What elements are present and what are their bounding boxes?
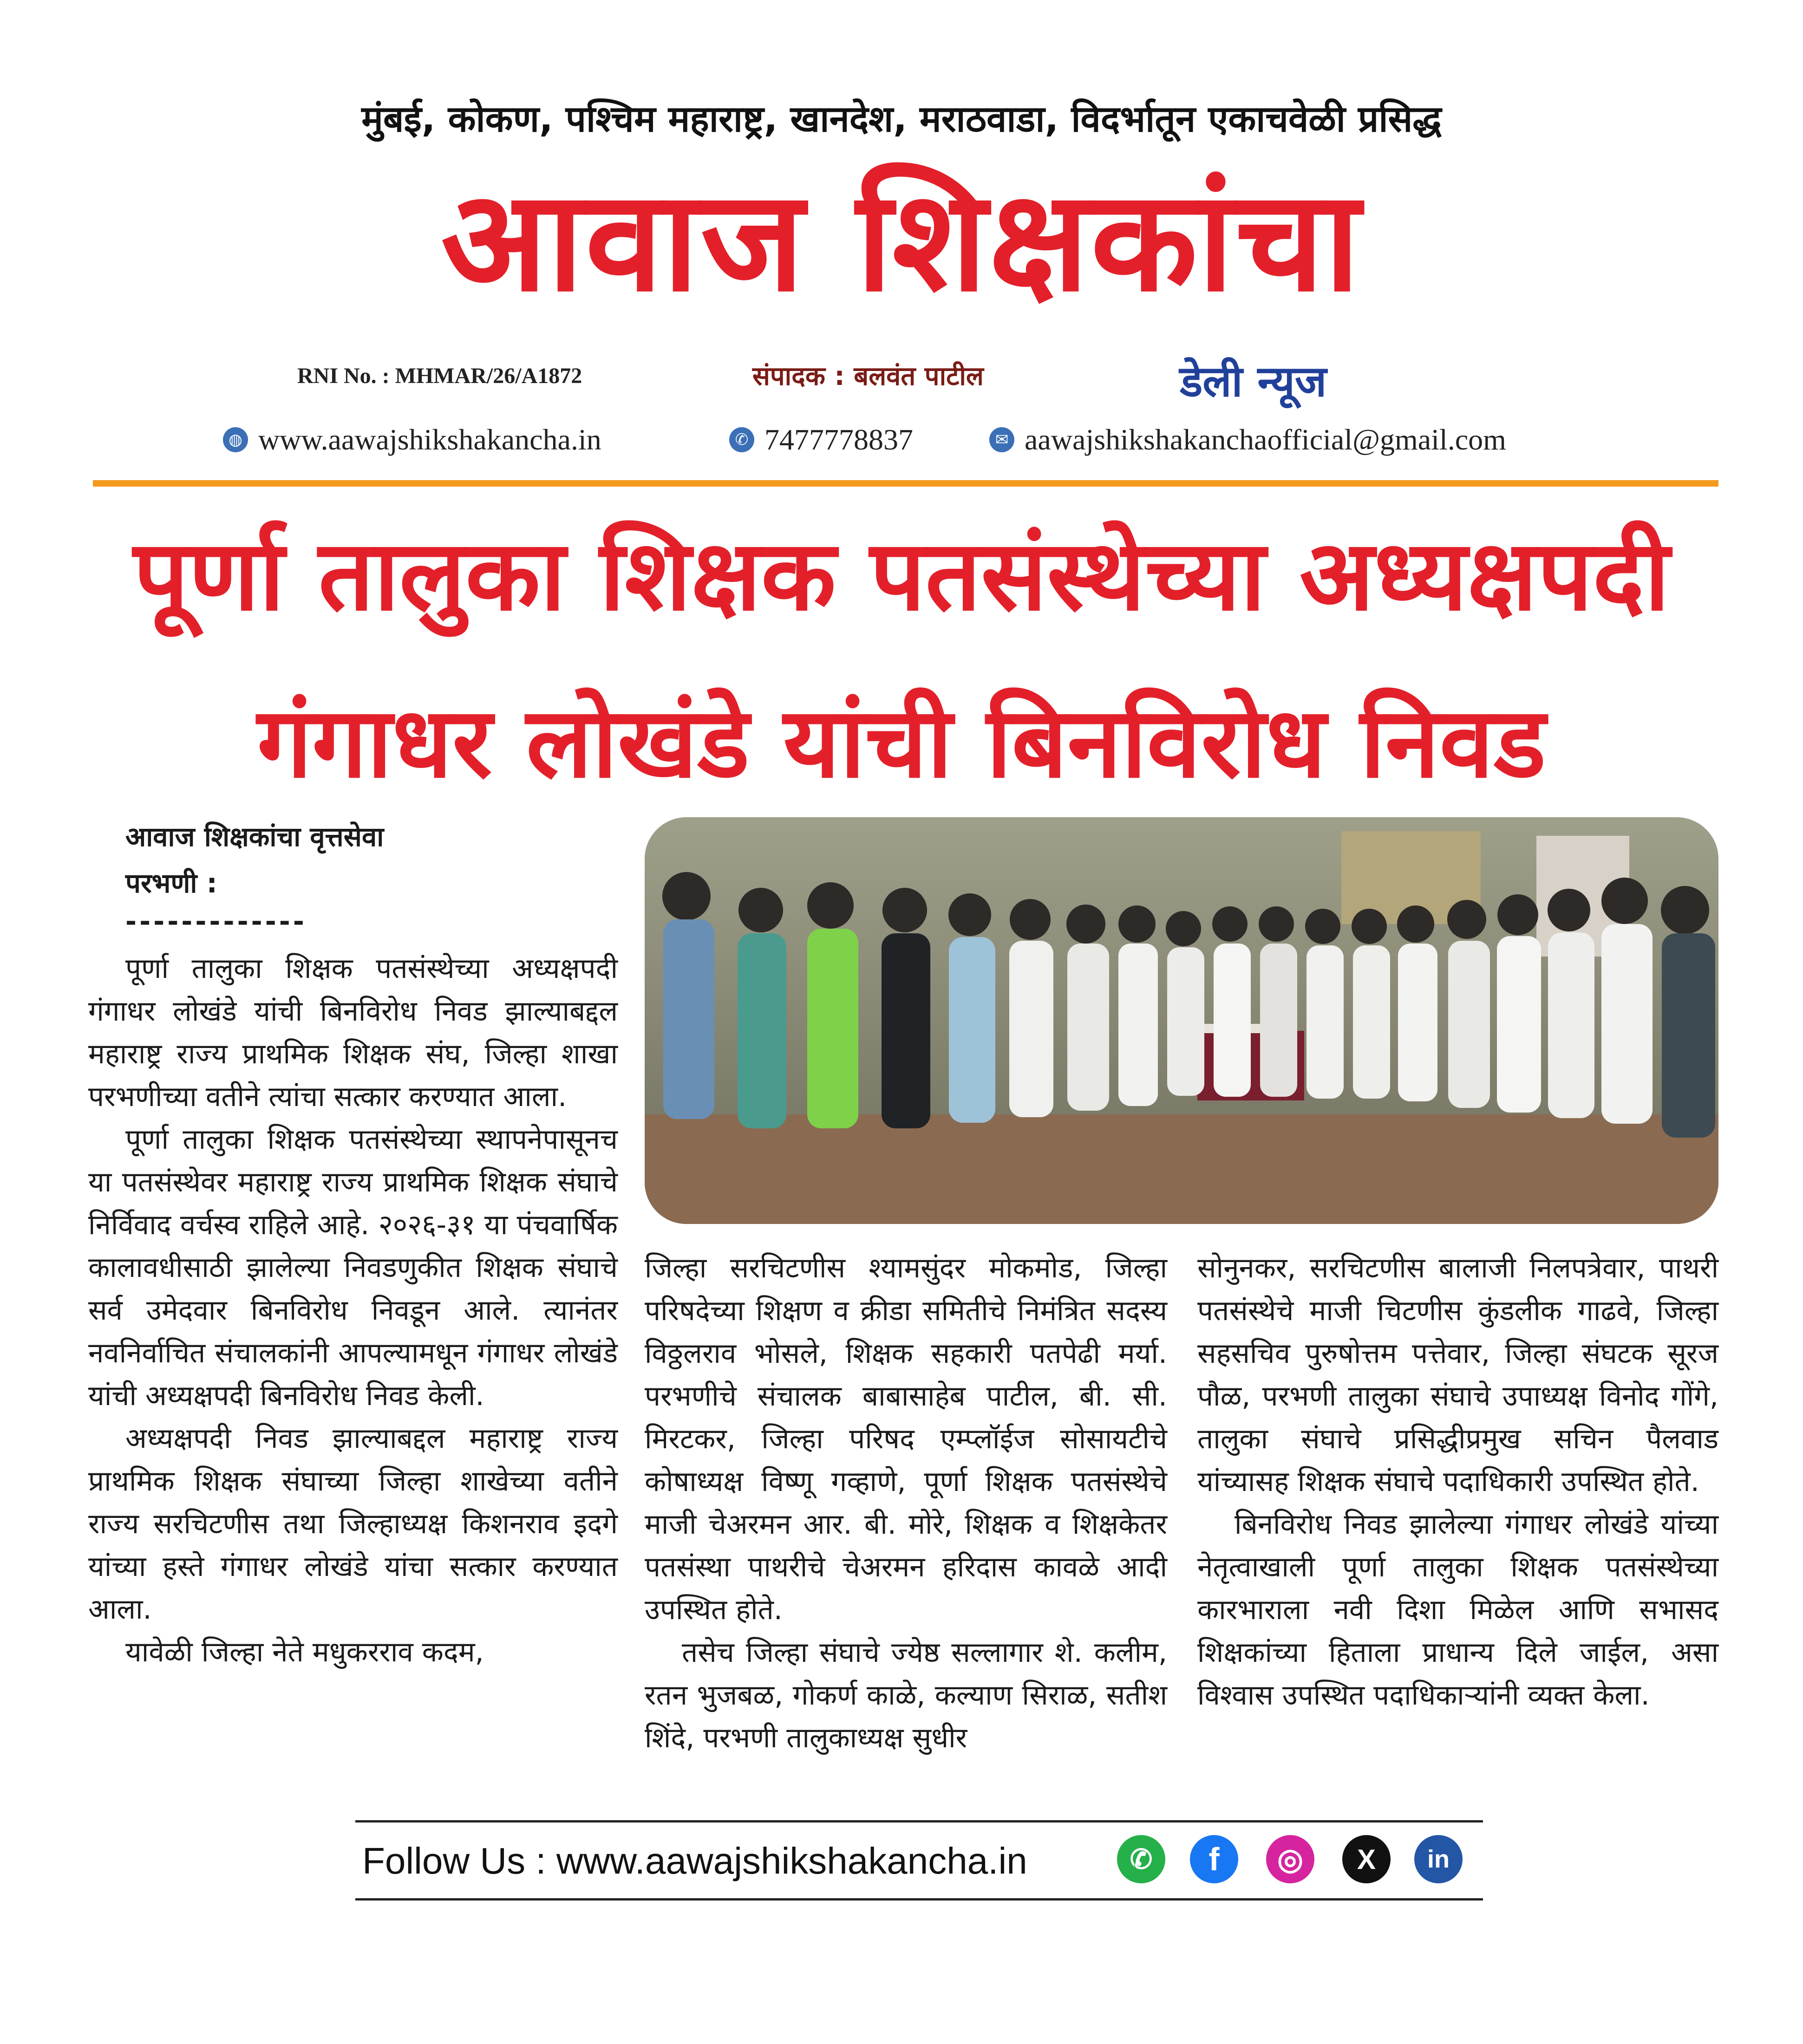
paragraph: पूर्णा तालुका शिक्षक पतसंस्थेच्या अध्यक्षपदी गंगाधर लोखंडे यांची बिनविरोध निवड झाल्याबद्दल महाराष्ट्र राज्य प्राथमिक शिक्षक संघ, जिल्हा शाखा परभणीच्या वतीने त्यांचा सत्कार करण्यात आला.	[88, 952, 618, 1113]
linkedin-icon[interactable]	[1414, 1835, 1463, 1883]
byline-separator: -------------	[125, 905, 307, 937]
x-glyph: X	[1357, 1843, 1376, 1875]
article-column-2	[645, 1247, 1167, 1759]
edition-label: डेली न्यूज	[1180, 357, 1327, 406]
whatsapp-icon[interactable]	[1117, 1835, 1165, 1883]
event-photo	[645, 817, 1718, 1224]
byline-place: परभणी :	[125, 867, 217, 899]
headline-line2: गंगाधर लोखंडे यांची बिनविरोध निवड	[257, 686, 1546, 800]
headline-line1: पूर्णा तालुका शिक्षक पतसंस्थेच्या अध्यक्षपदी	[133, 519, 1670, 632]
instagram-glyph: ◎	[1277, 1842, 1303, 1876]
phone-icon: ✆	[729, 427, 754, 452]
paragraph: अध्यक्षपदी निवड झाल्याबद्दल महाराष्ट्र राज्य प्राथमिक शिक्षक संघाच्या जिल्हा शाखेच्या वतीने राज्य सरचिटणीस तथा जिल्हाध्यक्ष किशनराव इदगे यांच्या हस्ते गंगाधर लोखंडे यांचा सत्कार करण्यात आला.	[88, 1422, 618, 1626]
paragraph: जिल्हा सरचिटणीस श्यामसुंदर मोकमोड, जिल्हा परिषदेच्या शिक्षण व क्रीडा समितीचे निमंत्रित सदस्य विठ्ठलराव भोसले, शिक्षक सहकारी पतपेढी मर्या. परभणीचे संचालक बाबासाहेब पाटील, बी. सी. मिरटकर, जिल्हा परिषद एम्प्लॉईज सोसायटीचे कोषाध्यक्ष विष्णू गव्हाणे, पूर्णा शिक्षक पतसंस्थेचे माजी चेअरमन आर. बी. मोरे, शिक्षक व शिक्षकेतर पतसंस्था पाथरीचे चेअरमन हरिदास कावळे आदी उपस्थित होते.	[645, 1252, 1167, 1626]
footer-top-rule	[355, 1820, 1483, 1823]
whatsapp-glyph: ✆	[1130, 1844, 1153, 1875]
group-photo-illustration	[645, 817, 1718, 1224]
phone-contact[interactable]	[729, 423, 913, 457]
paragraph: बिनविरोध निवड झालेल्या गंगाधर लोखंडे यांच्या नेतृत्वाखाली पूर्णा तालुका शिक्षक पतसंस्थेच्या कारभाराला नवी दिशा मिळेल आणि सभासद शिक्षकांच्या हिताला प्राधान्य दिले जाईल, असा विश्वास उपस्थित पदाधिकाऱ्यांनी व्यक्त केला.	[1197, 1508, 1718, 1712]
rni-number: RNI No. : MHMAR/26/A1872	[297, 364, 582, 388]
paragraph: पूर्णा तालुका शिक्षक पतसंस्थेच्या स्थापनेपासूनच या पतसंस्थेवर महाराष्ट्र राज्य प्राथमिक शिक्षक संघाचे निर्विवाद वर्चस्व राहिले आहे. २०२६-३१ या पंचवार्षिक कालावधीसाठी झालेल्या निवडणुकीत शिक्षक संघाचे सर्व उमेदवार बिनविरोध निवडून आले. त्यानंतर नवनिर्वाचित संचालकांनी आपल्यामधून गंगाधर लोखंडे यांची अध्यक्षपदी बिनविरोध निवड केली.	[88, 1123, 618, 1412]
website-contact[interactable]	[223, 423, 601, 457]
facebook-icon[interactable]	[1190, 1835, 1238, 1883]
editor-name: संपादक : बलवंत पाटील	[752, 361, 984, 391]
facebook-glyph: f	[1209, 1841, 1220, 1877]
paragraph: यावेळी जिल्हा नेते मधुकरराव कदम,	[125, 1636, 484, 1668]
paragraph: सोनुनकर, सरचिटणीस बालाजी निलपत्रेवार, पाथरी पतसंस्थेचे माजी चिटणीस कुंडलीक गाढवे, जिल्हा सहसचिव पुरुषोत्तम पत्तेवार, जिल्हा संघटक सूरज पौळ, परभणी तालुका संघाचे उपाध्यक्ष विनोद गोंगे, तालुका संघाचे प्रसिद्धीप्रमुख सचिन पैलवाड यांच्यासह शिक्षक संघाचे पदाधिकारी उपस्थित होते.	[1197, 1252, 1718, 1498]
phone-number[interactable]: 7477778837	[764, 423, 913, 456]
instagram-icon[interactable]	[1266, 1835, 1314, 1883]
paragraph: तसेच जिल्हा संघाचे ज्येष्ठ सल्लागार शे. कलीम, रतन भुजबळ, गोकर्ण काळे, कल्याण सिराळ, सतीश शिंदे, परभणी तालुकाध्यक्ष सुधीर	[645, 1636, 1167, 1754]
footer-bottom-rule	[355, 1898, 1483, 1901]
email-icon: ✉	[989, 427, 1014, 452]
globe-icon: ◍	[223, 427, 248, 452]
follow-us-text[interactable]: Follow Us : www.aawajshikshakancha.in	[362, 1840, 1027, 1881]
email-contact[interactable]	[989, 423, 1506, 457]
article-column-1	[88, 947, 618, 1673]
email-link[interactable]: aawajshikshakanchaofficial@gmail.com	[1025, 423, 1506, 456]
masthead-title: आवाज शिक्षकांचा	[441, 160, 1362, 322]
website-link[interactable]: www.aawajshikshakancha.in	[258, 423, 601, 456]
article-column-3	[1197, 1247, 1718, 1717]
masthead-tagline: मुंबई, कोकण, पश्चिम महाराष्ट्र, खानदेश, मराठवाडा, विदर्भातून एकाचवेळी प्रसिद्ध	[361, 98, 1442, 140]
x-icon[interactable]	[1342, 1835, 1391, 1883]
linkedin-glyph: in	[1427, 1845, 1450, 1873]
byline-source: आवाज शिक्षकांचा वृत्तसेवा	[125, 821, 384, 853]
masthead-divider	[93, 480, 1718, 487]
